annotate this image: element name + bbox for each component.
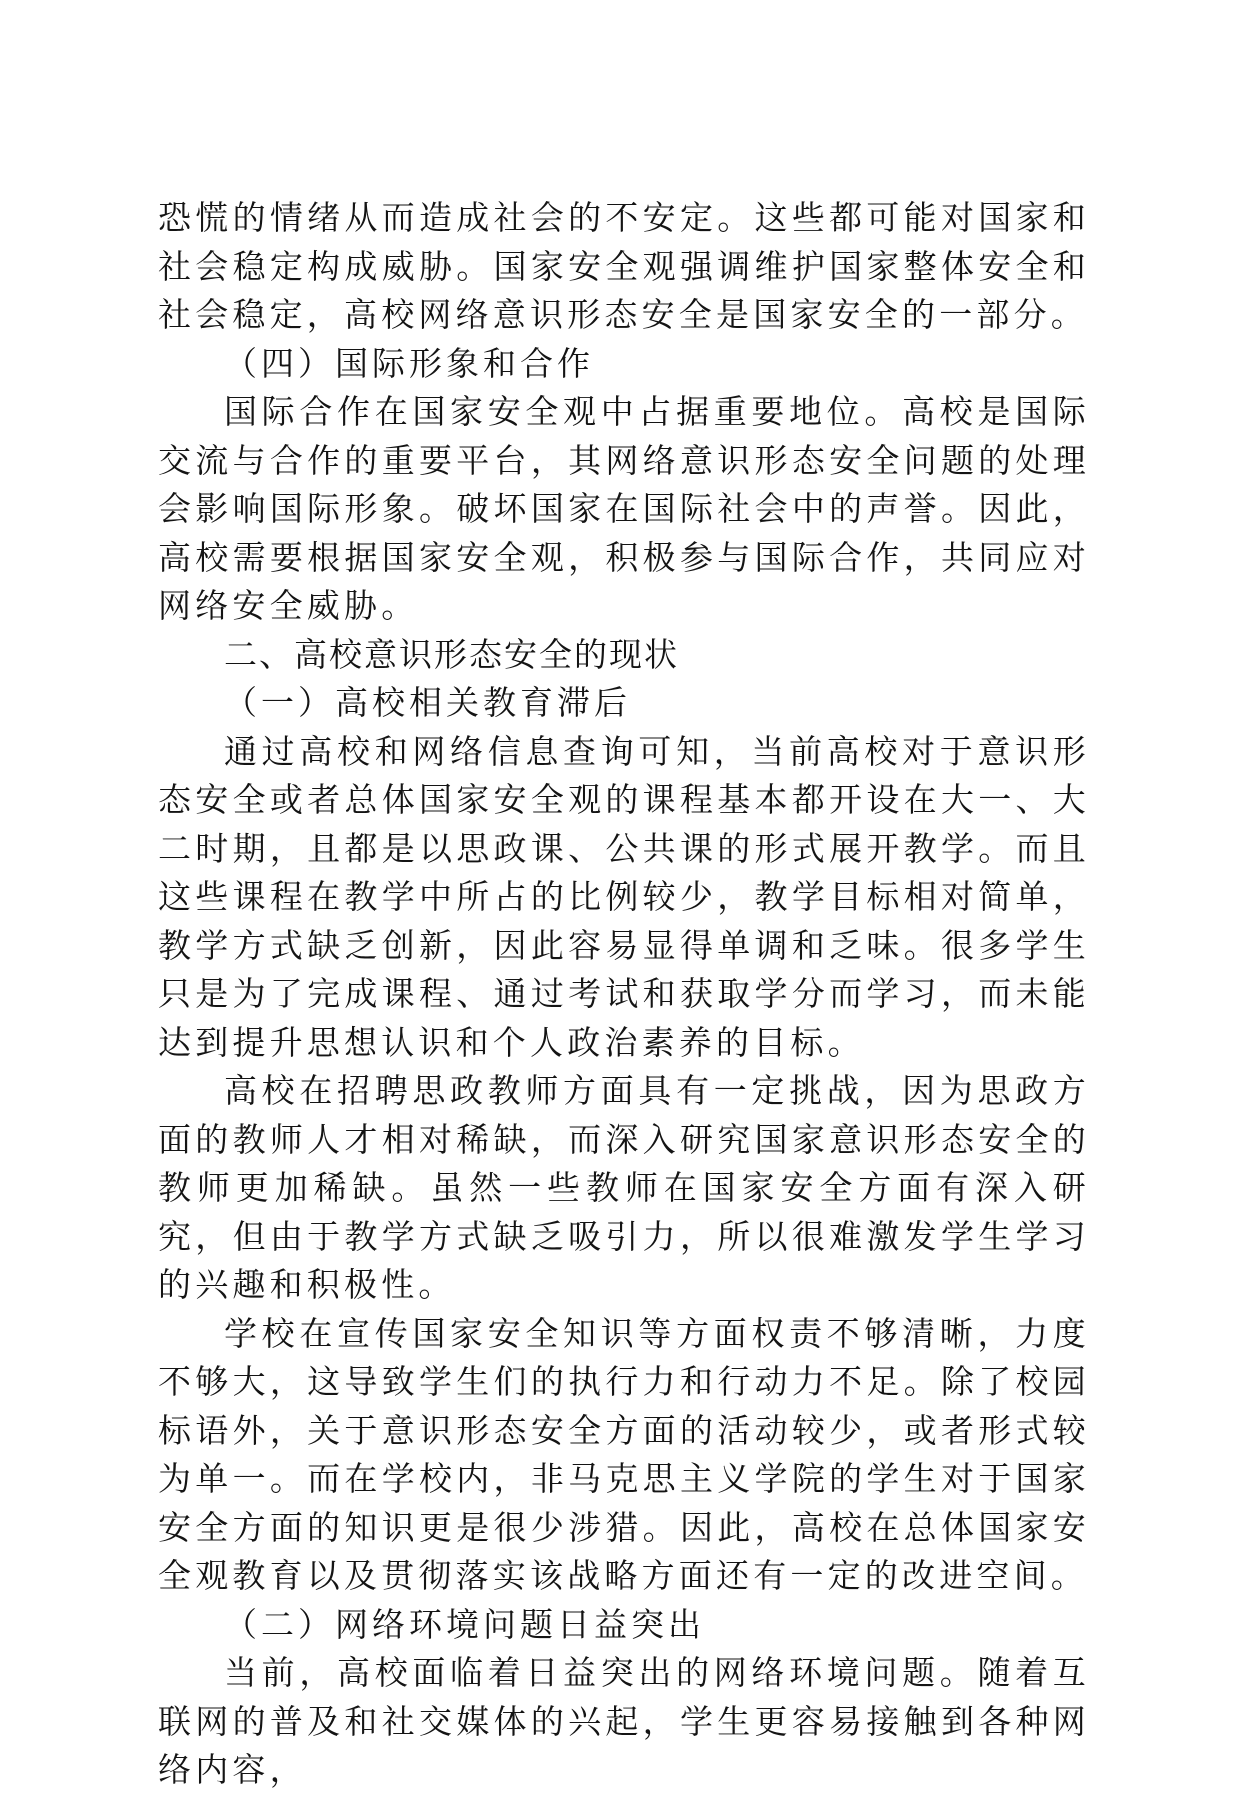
paragraph-course-situation: 通过高校和网络信息查询可知，当前高校对于意识形态安全或者总体国家安全观的课程基本都开设在大一、大二时期，且都是以思政课、公共课的形式展开教学。而且这些课程在教学中所占的比例较少，教学目标相对简单，教学方式缺乏创新，因此容易显得单调和乏味。很多学生只是为了完成课程、通过考试和获取学分而学习，而未能达到提升思想认识和个人政治素养的目标。	[158, 731, 1090, 1062]
subheading-network-environment: （二）网络环境问题日益突出	[224, 1604, 705, 1644]
paragraph-continuation: 恐慌的情绪从而造成社会的不安定。这些都可能对国家和社会稳定构成威胁。国家安全观强调维护国家整体安全和社会稳定，高校网络意识形态安全是国家安全的一部分。	[158, 198, 1090, 334]
paragraph-school-publicity: 学校在宣传国家安全知识等方面权责不够清晰，力度不够大，这导致学生们的执行力和行动力不足。除了校园标语外，关于意识形态安全方面的活动较少，或者形式较为单一。而在学校内，非马克思主义学院的学生对于国家安全方面的知识更是很少涉猎。因此，高校在总体国家安全观教育以及贯彻落实该战略方面还有一定的改进空间。	[158, 1313, 1090, 1595]
paragraph-network-issues: 当前，高校面临着日益突出的网络环境问题。随着互联网的普及和社交媒体的兴起，学生更容易接触到各种网络内容，	[158, 1653, 1090, 1789]
subheading-education-lag: （一）高校相关教育滞后	[224, 683, 631, 722]
subheading-international-image: （四）国际形象和合作	[224, 343, 594, 383]
section-heading-status: 二、高校意识形态安全的现状	[224, 634, 679, 674]
paragraph-teacher-recruitment: 高校在招聘思政教师方面具有一定挑战，因为思政方面的教师人才相对稀缺，而深入研究国家意识形态安全的教师更加稀缺。虽然一些教师在国家安全方面有深入研究，但由于教学方式缺乏吸引力，所以很难激发学生学习的兴趣和积极性。	[158, 1071, 1090, 1304]
document-body	[158, 194, 1090, 1795]
paragraph-international-cooperation: 国际合作在国家安全观中占据重要地位。高校是国际交流与合作的重要平台，其网络意识形态安全问题的处理会影响国际形象。破坏国家在国际社会中的声誉。因此，高校需要根据国家安全观，积极参与国际合作，共同应对网络安全威胁。	[158, 392, 1090, 625]
